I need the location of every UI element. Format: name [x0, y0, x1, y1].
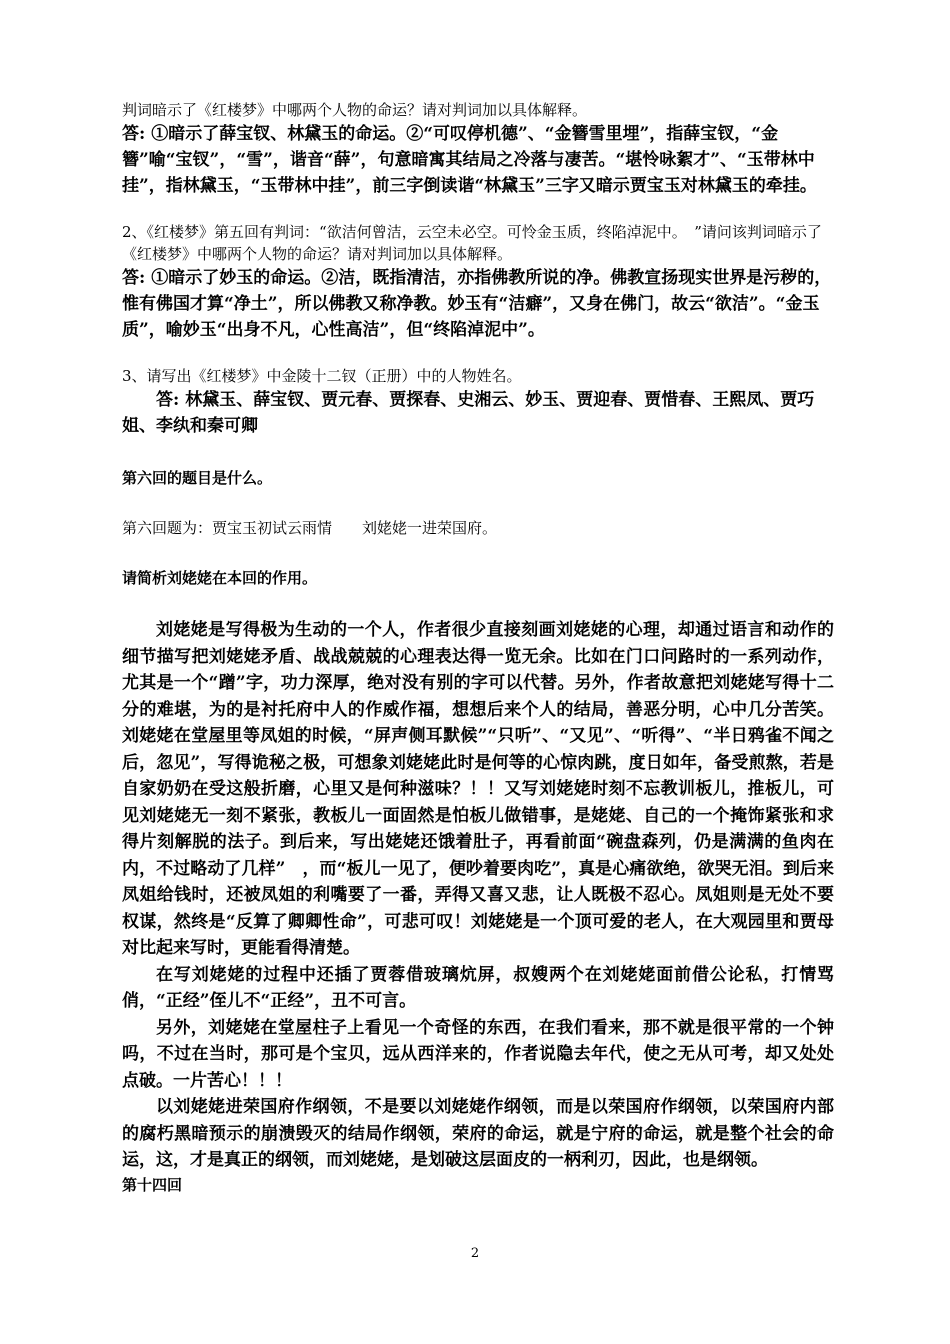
next-chapter-heading: 第十四回 [122, 1175, 183, 1194]
answer-2: 答: ①暗示了妙玉的命运。②洁，既指清洁，亦指佛教所说的净。佛教宣扬现实世界是污秽的，惟有佛国才算“净土”，所以佛教又称净教。妙玉有“洁癖”，又身在佛门，故云“欲洁”。“金玉质”，喻妙玉“出身不凡，心性高洁”，但“终陷淖泥中”。 [122, 268, 832, 340]
answer-3: 答: 林黛玉、薛宝钗、贾元春、贾探春、史湘云、妙玉、贾迎春、贾惜春、王熙凤、贾巧姐、李纨和秦可卿 [122, 390, 815, 436]
answer-1: 答: ①暗示了薛宝钗、林黛玉的命运。②“可叹停机德”、“金簪雪里埋”，指薛宝钗，“金簪”喻“宝钗”，“雪”，谐音“薛”，句意暗寓其结局之冷落与凄苦。“堪怜咏絮才”、“玉带林中挂”，指林黛玉，“玉带林中挂”，前三字倒读谐“林黛玉”三字又暗示贾宝玉对林黛玉的牵挂。 [122, 124, 817, 196]
analysis-paragraph-3: 另外，刘姥姥在堂屋柱子上看见一个奇怪的东西，在我们看来，那不就是很平常的一个钟吗，不过在当时，那可是个宝贝，远从西洋来的，作者说隐去年代，使之无从可考，却又处处点破。一片苦心！！！ [122, 1017, 834, 1091]
question-3: 3、请写出《红楼梦》中金陵十二钗（正册）中的人物姓名。 [122, 367, 522, 385]
analysis-paragraph-1: 刘姥姥是写得极为生动的一个人，作者很少直接刻画刘姥姥的心理，却通过语言和动作的细节描写把刘姥姥矛盾、战战兢兢的心理表达得一览无余。比如在门口问路时的一系列动作，尤其是一个“蹭”字，功力深厚，绝对没有别的字可以代替。另外，作者故意把刘姥姥写得十二分的难堪，为的是衬托府中人的作威作福，想想后来个人的结局，善恶分明，心中几分苦笑。刘姥姥在堂屋里等凤姐的时候，“屏声侧耳默候”“只听”、“又见”、“听得”、“半日鸦雀不闻之后，忽见”，写得诡秘之极，可想象刘姥姥此时是何等的心惊肉跳，度日如年，备受煎熬，若是自家奶奶在受这般折磨，心里又是何种滋味？！！又写刘姥姥时刻不忘教训板儿，推板儿，可见刘姥姥无一刻不紧张，教板儿一面固然是怕板儿做错事，是姥姥、自己的一个掩饰紧张和求得片刻解脱的法子。到后来，写出姥姥还饿着肚子，再看前面“碗盘森列，仍是满满的鱼肉在内，不过略动了几样” ，而“板儿一见了，便吵着要肉吃”，真是心痛欲绝，欲哭无泪。到后来凤姐给钱时，还被凤姐的利嘴要了一番，弄得又喜又悲，让人既极不忍心。凤姐则是无处不要权谋，然终是“反算了卿卿性命”，可悲可叹！刘姥姥是一个顶可爱的老人，在大观园里和贾母对比起来写时，更能看得清楚。 [122, 620, 834, 958]
analysis-paragraph-4: 以刘姥姥进荣国府作纲领，不是要以刘姥姥作纲领，而是以荣国府作纲领，以荣国府内部的腐朽黑暗预示的崩溃毁灭的结局作纲领，荣府的命运，就是宁府的命运，就是整个社会的命运，这，才是真正的纲领，而刘姥姥，是划破这层面皮的一柄利刃，因此，也是纲领。 [122, 1097, 834, 1170]
analysis-paragraph-2: 在写刘姥姥的过程中还插了贾蓉借玻璃炕屏，叔嫂两个在刘姥姥面前借公论私，打情骂俏，“正经”侄儿不“正经”，丑不可言。 [122, 964, 834, 1011]
page-number: 2 [470, 1246, 480, 1261]
question-5: 请简析刘姥姥在本回的作用。 [122, 569, 318, 587]
question-2: 2、《红楼梦》第五回有判词：“欲洁何曾洁，云空未必空。可怜金玉质，终陷淖泥中。 ”请问该判词暗示了《红楼梦》中哪两个人物的命运？请对判词加以具体解释。 [122, 223, 822, 263]
content-column [122, 99, 834, 1196]
question-4: 第六回的题目是什么。 [122, 469, 273, 487]
question-1-tail: 判词暗示了《红楼梦》中哪两个人物的命运？请对判词加以具体解释。 [122, 101, 588, 119]
answer-4: 第六回题为：贾宝玉初试云雨情 刘姥姥一进荣国府。 [122, 519, 498, 537]
